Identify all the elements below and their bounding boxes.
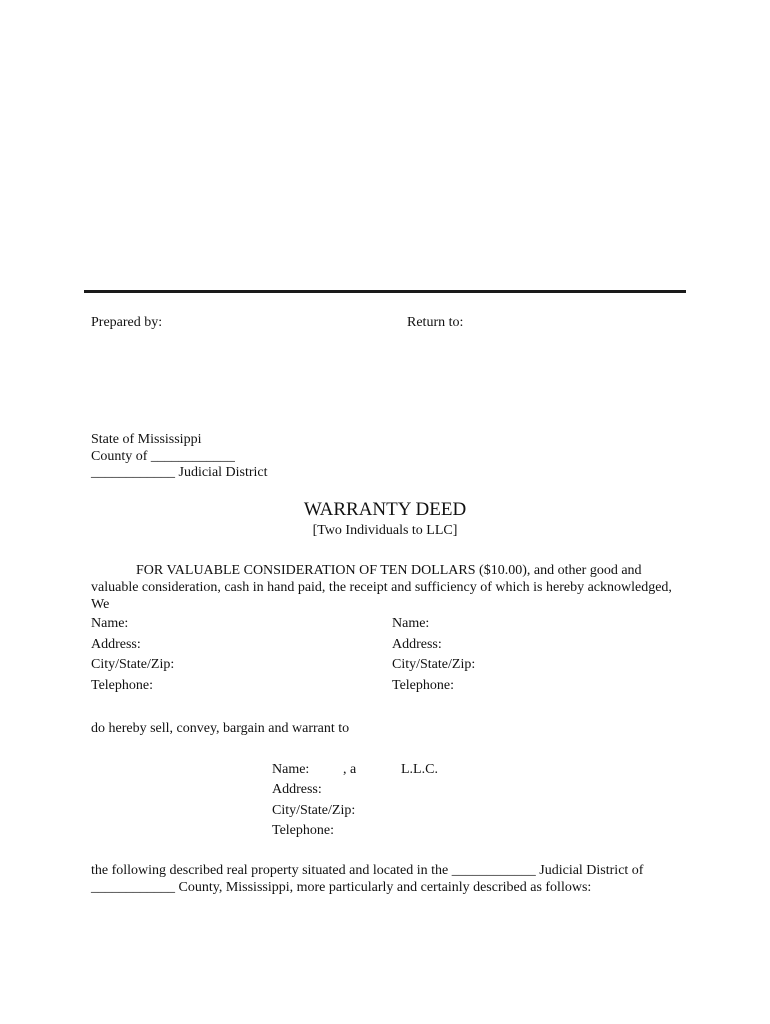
grantor1-address: Address: [91,637,141,652]
grantee-a: , a [343,762,357,777]
consideration-line-1: FOR VALUABLE CONSIDERATION OF TEN DOLLARS ($10.00), and other good and [136,563,642,578]
grantor2-name: Name: [392,616,430,631]
prepared-by-label: Prepared by: [91,315,163,330]
county-line: County of ____________ [91,449,235,464]
grantor1-name: Name: [91,616,129,631]
header-rule [84,290,686,293]
document-title: WARRANTY DEED [303,499,467,520]
grantor2-address: Address: [392,637,442,652]
convey-text: do hereby sell, convey, bargain and warrant to [91,721,350,736]
document-subtitle: [Two Individuals to LLC] [312,523,458,538]
grantee-name: Name: [272,762,310,777]
grantee-address: Address: [272,782,322,797]
property-line-1: the following described real property situated and located in the ____________ Judicial District of [91,863,644,878]
district-line: ____________ Judicial District [91,465,268,480]
return-to-label: Return to: [407,315,464,330]
state-line: State of Mississippi [91,432,202,447]
consideration-line-2: valuable consideration, cash in hand paid, the receipt and sufficiency of which is hereby acknowledged, [91,580,672,595]
grantor2-telephone: Telephone: [392,678,454,693]
grantee-telephone: Telephone: [272,823,334,838]
consideration-line-3: We [91,597,110,612]
property-line-2: ____________ County, Mississippi, more particularly and certainly described as follows: [91,880,592,895]
grantor1-city: City/State/Zip: [91,657,175,672]
grantor2-city: City/State/Zip: [392,657,476,672]
grantor1-telephone: Telephone: [91,678,153,693]
grantee-llc: L.L.C. [401,762,438,777]
grantee-city: City/State/Zip: [272,803,356,818]
